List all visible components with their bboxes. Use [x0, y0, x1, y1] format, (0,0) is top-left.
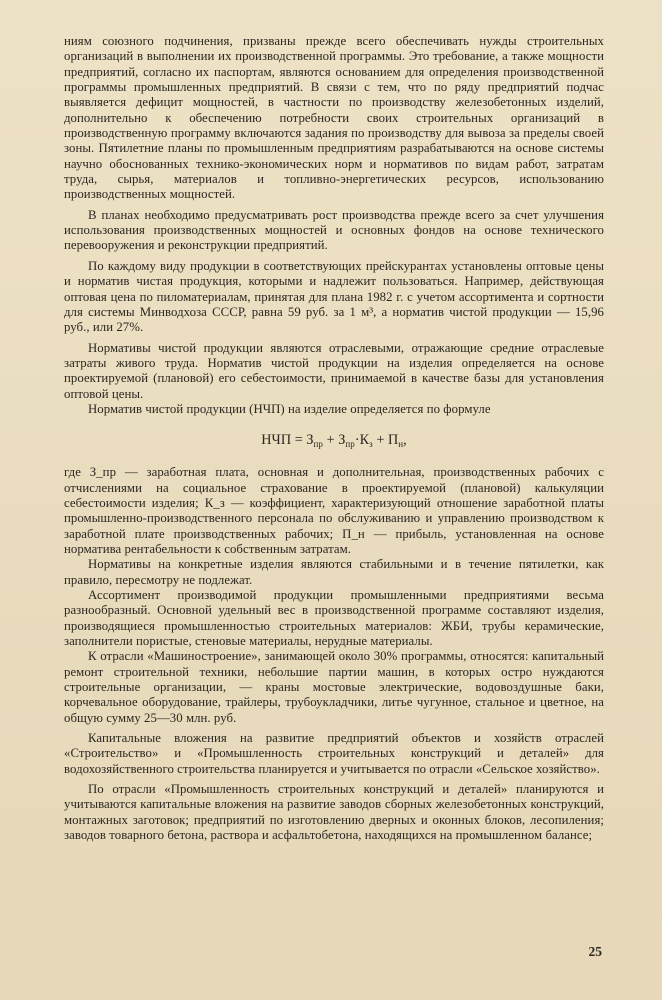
paragraph-production-growth: В планах необходимо предусматривать рост производства прежде всего за счет улучшения использования производственных мощностей и основных фондов на основе технического перевооружения и реконструкции предприятий.: [64, 207, 604, 253]
formula-multiply-dot: ·: [354, 432, 360, 449]
formula-term-wage: З: [306, 432, 314, 449]
formula-term-wage-subscript: пр: [313, 439, 323, 450]
paragraph-assortment: Ассортимент производимой продукции промышленными предприятиями весьма разнообразный. Основной удельный вес в производственной программе составляют изделия, производящиеся промышленностью строительных материалов: ЖБИ, трубы керамические, заполнители пористые, стеновые материалы, нерудные материалы.: [64, 588, 604, 649]
paragraph-capital-investment: Капитальные вложения на развитие предприятий объектов и хозяйств отраслей «Строительство» и «Промышленность строительных конструкций и деталей» для водохозяйственного строительства планируется и учитывается по отрасли «Сельское хозяйство».: [64, 731, 604, 776]
formula-plus-1: +: [322, 432, 339, 449]
formula-term-coefficient-subscript: з: [369, 439, 373, 450]
paragraph-net-product-norms: Нормативы чистой продукции являются отраслевыми, отражающие средние отраслевые затраты живого труда. Норматив чистой продукции на изделия определяется на основе проектируемой (плановой) его себестоимости, принимаемой в качестве базы для установления оптовой цены.: [64, 340, 604, 401]
formula-trailing-comma: ,: [403, 432, 407, 449]
paragraph-wholesale-prices: По каждому виду продукции в соответствующих прейскурантах установлены оптовые цены и норматив чистая продукция, которыми и надлежит пользоваться. Например, действующая оптовая цена по пиломатериалам, принятая для плана 1982 г. с учетом ассортимента и сортности для системы Минводхоза СССР, равна 59 руб. за 1 м³, а норматив чистой продукции — 15,96 руб., или 27%.: [64, 258, 604, 335]
formula-lhs: НЧП: [261, 432, 292, 449]
paragraph-formula-legend: где З_пр — заработная плата, основная и дополнительная, производственных рабочих с отчислениями на социальное страхование в проектируемой (плановой) калькуляции себестоимости изделия; К_з — коэффициент, характеризующий отношение заработной платы промышленно-производственного персонала по обслуживанию и управлению производством к заработной плате производственных рабочих; П_н — прибыль, установленная на основе норматива рентабельности к собственным затратам.: [64, 465, 604, 556]
formula-term-profit-subscript: н: [398, 439, 404, 450]
formula-term-profit: П: [387, 432, 399, 449]
ncp-formula: [64, 431, 604, 453]
paragraph-norm-stability: Нормативы на конкретные изделия являются стабильными и в течение пятилетки, как правило, пересмотру не подлежат.: [64, 557, 604, 587]
formula-term-wage-2-subscript: пр: [345, 439, 355, 450]
formula-plus-2: +: [372, 432, 388, 449]
formula-term-coefficient: К: [359, 432, 370, 449]
page-number: 25: [588, 944, 602, 959]
paragraph-machine-building: К отрасли «Машиностроение», занимающей около 30% программы, относятся: капитальный ремонт строительной техники, небольшие партии машин, в которых остро нуждаются строительные организации, — краны мостовые электрические, водовоздушные баки, корчевальное оборудование, трайлеры, трубоукладчики, литье чугунное, стальное и цветное, на общую сумму 25—30 млн. руб.: [64, 649, 604, 725]
page-body: [64, 34, 604, 844]
formula-equals: =: [291, 432, 307, 449]
formula-term-wage-2: З: [338, 432, 346, 449]
paragraph-formula-intro: Норматив чистой продукции (НЧП) на изделие определяется по формуле: [88, 401, 491, 416]
paragraph-continued: ниям союзного подчинения, призваны прежде всего обеспечивать нужды строительных организаций в выполнении их производственной программы. Это требование, а также мощности предприятий, согласно их паспортам, являются основанием для определения производственной программы промышленных предприятий. В связи с тем, что по ряду предприятий подчас выявляется дефицит мощностей, в частности по производству железобетонных изделий, дополнительно к обеспечению потребности своих строительных организаций в производственную программу включаются задания по производству для вывоза за пределы своей зоны. Пятилетние планы по промышленным предприятиям разрабатываются на основе системы научно обоснованных технико-экономических норм и нормативов по видам работ, затратам труда, сырья, материалов и топливно-энергетических ресурсов, использованию производственных мощностей.: [64, 34, 604, 202]
paragraph-industry-structures: По отрасли «Промышленность строительных конструкций и деталей» планируются и учитываются капитальные вложения на развитие заводов сборных железобетонных конструкций, монтажных заготовок; предприятий по изготовлению дверных и оконных блоков, лесопиления; заводов товарного бетона, раствора и асфальтобетона, находящихся на промышленном балансе;: [64, 782, 604, 843]
